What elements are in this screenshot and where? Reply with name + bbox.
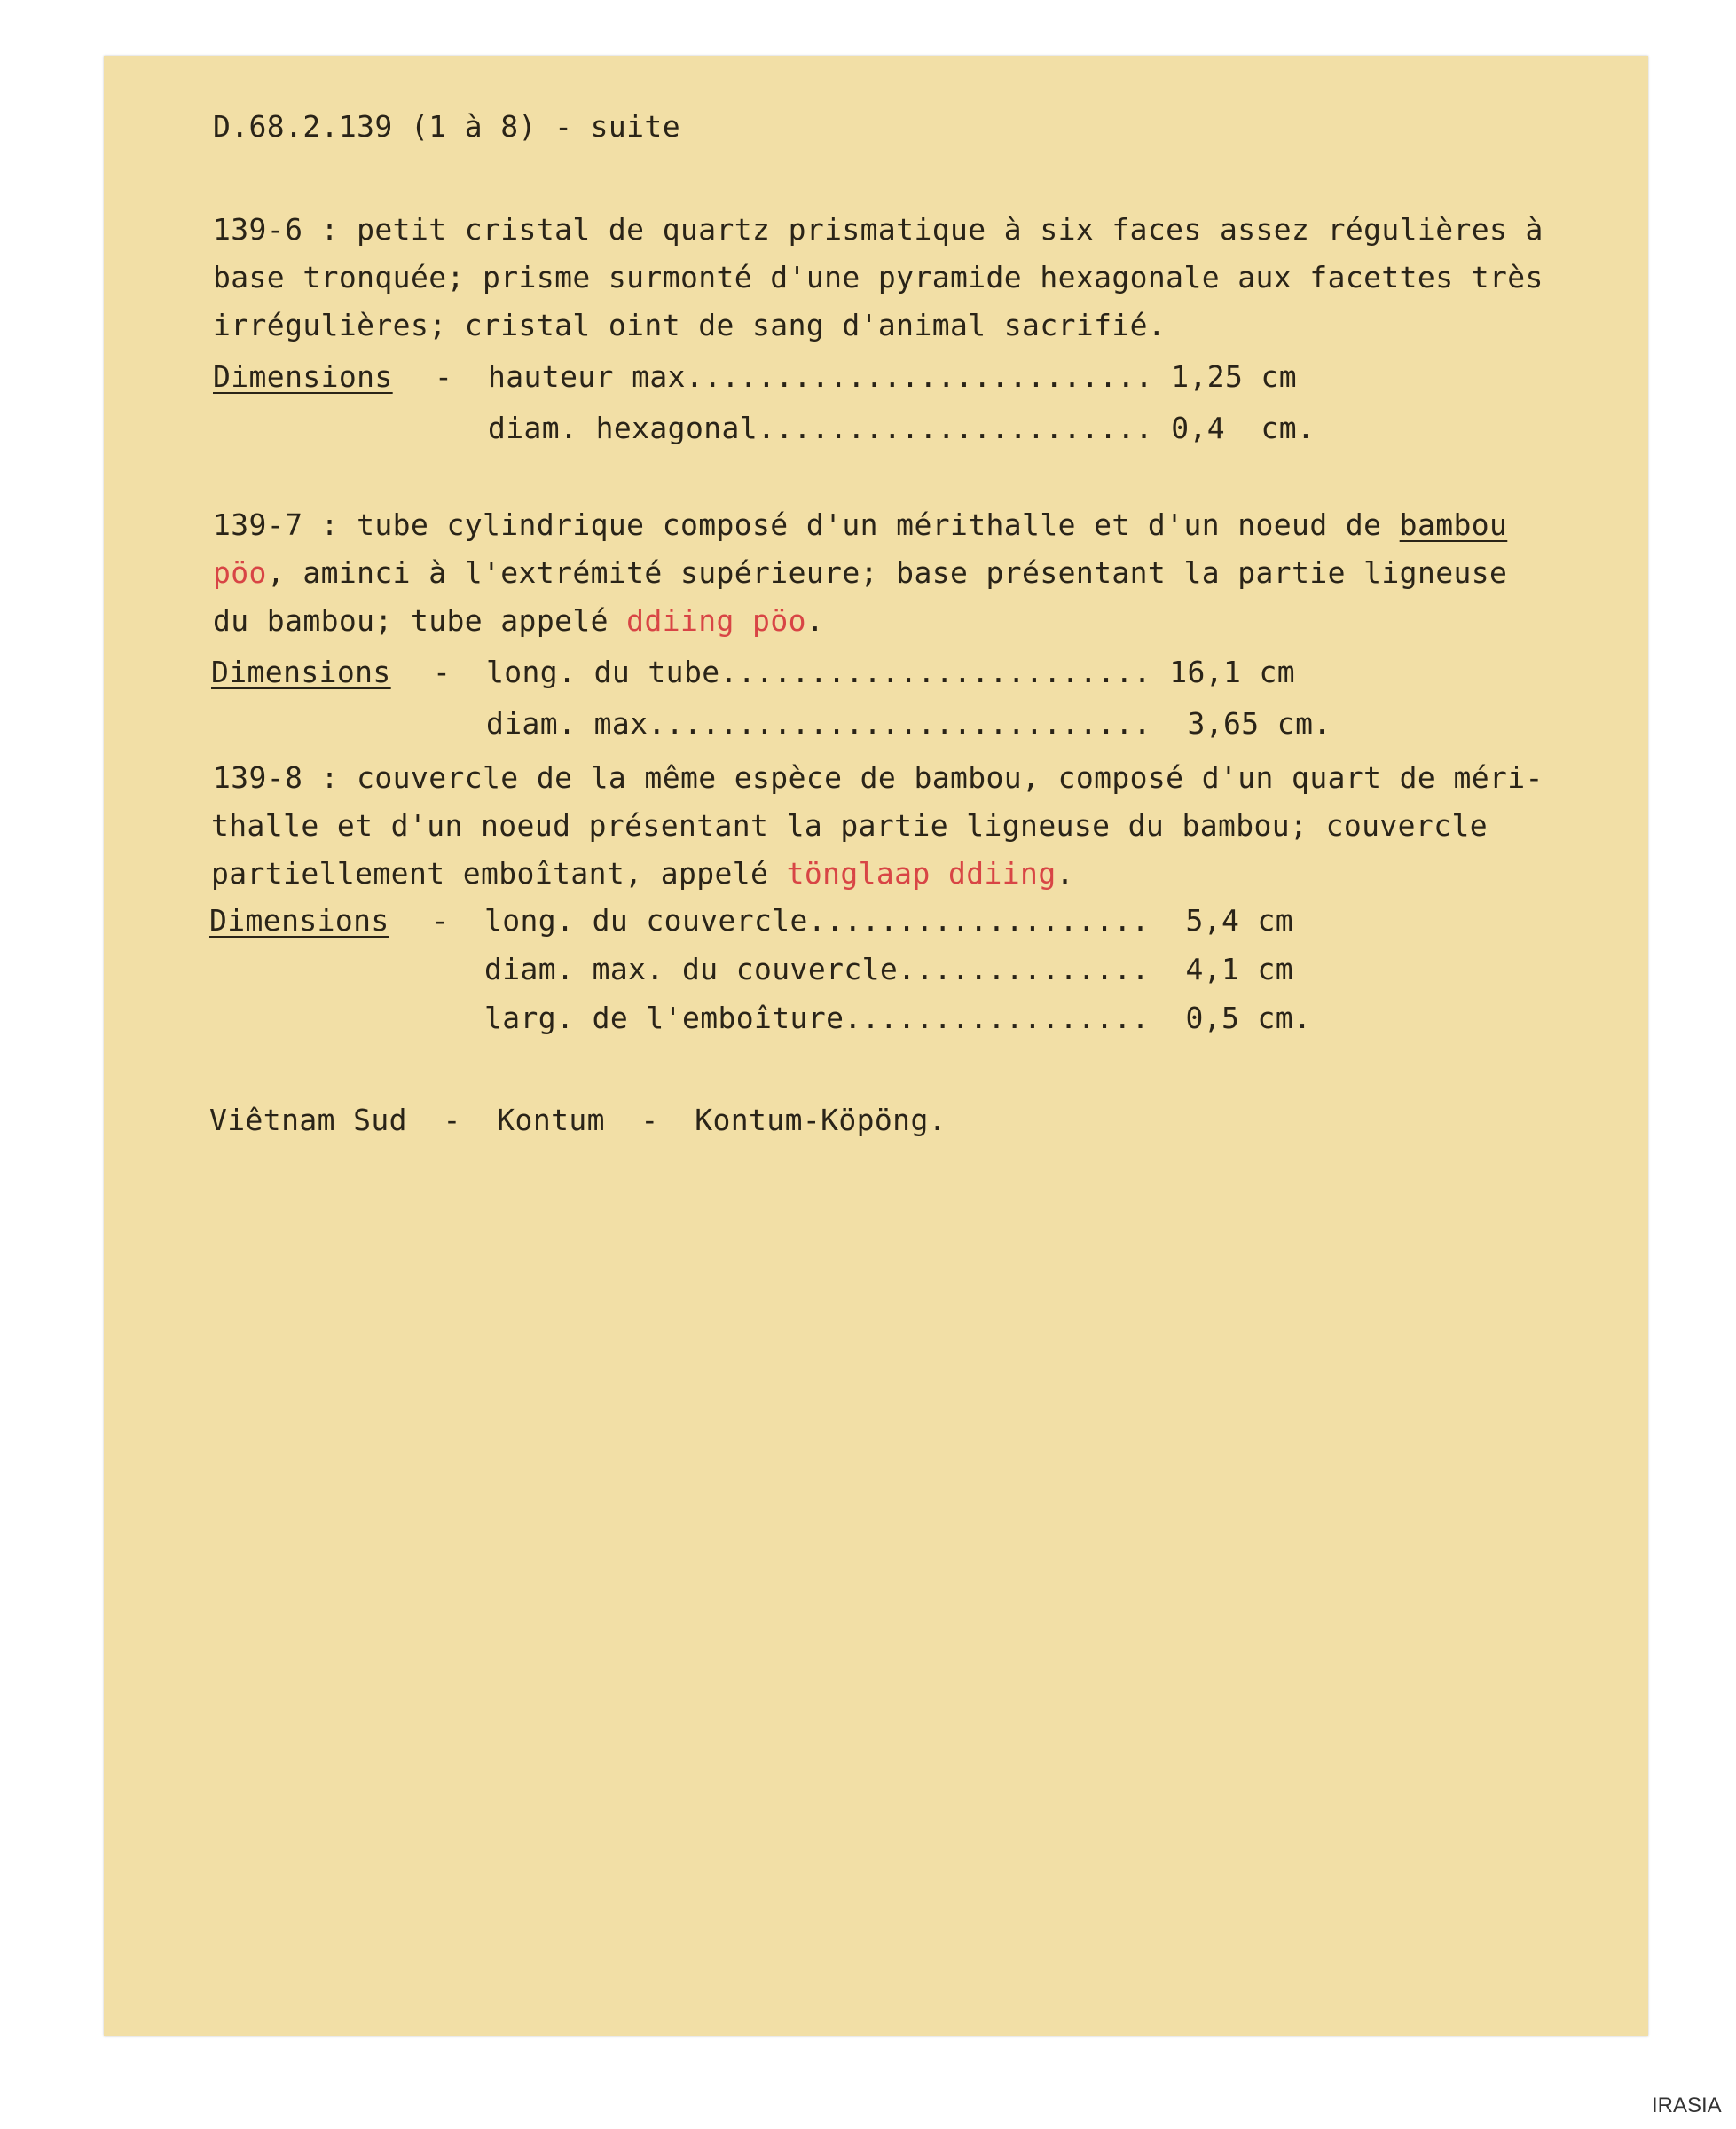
- text: partiellement emboîtant, appelé: [211, 856, 787, 891]
- item-6-desc-line-1: 139-6 : petit cristal de quartz prismatique à six faces assez régulières à: [213, 212, 1544, 247]
- dim-label: diam. max: [486, 706, 648, 741]
- dim-label: long. du couvercle: [484, 903, 808, 938]
- item-7-dim-2: [486, 706, 1331, 742]
- item-8-desc-line-3: [211, 856, 1074, 892]
- underlined-word: bambou: [1399, 507, 1508, 542]
- text: .: [1056, 856, 1074, 891]
- item-8-dim-2: [484, 952, 1293, 987]
- dim-leader: ........................: [719, 655, 1151, 689]
- item-7-desc-line-2: [213, 555, 1507, 591]
- item-7-desc-line-1: [213, 507, 1507, 543]
- item-8-desc-line-1: 139-8 : couvercle de la même espèce de bambou, composé d'un quart de méri-: [213, 760, 1544, 795]
- dim-leader: ..............: [898, 952, 1150, 986]
- dim-leader: .................: [844, 1001, 1150, 1035]
- dim-leader: ......................: [758, 411, 1153, 445]
- dim-label: larg. de l'emboîture: [484, 1001, 844, 1035]
- dim-label: long. du tube: [486, 655, 720, 689]
- dim-label: hauteur max: [488, 359, 686, 394]
- item-8-dim-1: [484, 903, 1293, 939]
- item-6-dash: -: [435, 359, 453, 394]
- text: , aminci à l'extrémité supérieure; base présentant la partie ligneuse: [266, 555, 1508, 590]
- dim-value: 1,25 cm: [1171, 359, 1298, 394]
- text: .: [805, 603, 825, 638]
- dim-label: diam. max. du couvercle: [484, 952, 899, 986]
- text: du bambou; tube appelé: [213, 603, 627, 638]
- dim-label: diam. hexagonal: [488, 411, 758, 445]
- vernacular-term: pöo: [213, 555, 267, 590]
- dim-value: 3,65 cm.: [1169, 706, 1331, 741]
- item-6-desc-line-3: irrégulières; cristal oint de sang d'animal sacrifié.: [213, 308, 1166, 342]
- location-line: Viêtnam Sud - Kontum - Kontum-Köpöng.: [209, 1103, 947, 1137]
- document-page: [104, 56, 1648, 2036]
- dim-value: 5,4 cm: [1167, 903, 1294, 938]
- dim-value: 0,5 cm.: [1167, 1001, 1312, 1035]
- dim-leader: ..........................: [685, 359, 1153, 394]
- item-8-dim-3: [484, 1001, 1311, 1036]
- item-6-dim-2: [488, 411, 1315, 446]
- dim-value: 0,4 cm.: [1171, 411, 1316, 445]
- item-7-dash: -: [433, 655, 452, 689]
- vernacular-term: ddiing pöo: [626, 603, 806, 638]
- item-7-dimensions-label: Dimensions: [211, 655, 391, 689]
- dim-value: 4,1 cm: [1167, 952, 1294, 986]
- vernacular-term: tönglaap ddiing: [786, 856, 1057, 891]
- archive-credit: IRASIA: [1652, 2094, 1722, 2117]
- item-8-desc-line-2: thalle et d'un noeud présentant la partie ligneuse du bambou; couvercle: [211, 808, 1489, 843]
- item-6-desc-line-2: base tronquée; prisme surmonté d'une pyramide hexagonale aux facettes très: [213, 260, 1544, 295]
- item-6-dim-1: [488, 359, 1297, 395]
- dim-leader: ............................: [648, 706, 1151, 741]
- item-8-dash: -: [431, 903, 450, 938]
- item-6-dimensions-label: Dimensions: [213, 359, 393, 394]
- item-8-dimensions-label: Dimensions: [209, 903, 389, 938]
- dim-leader: ...................: [807, 903, 1150, 938]
- document-reference-header: D.68.2.139 (1 à 8) - suite: [213, 109, 680, 144]
- dim-value: 16,1 cm: [1169, 655, 1296, 689]
- item-7-dim-1: [486, 655, 1295, 690]
- text: 139-7 : tube cylindrique composé d'un mérithalle et d'un noeud de: [213, 507, 1400, 542]
- item-7-desc-line-3: [213, 603, 824, 639]
